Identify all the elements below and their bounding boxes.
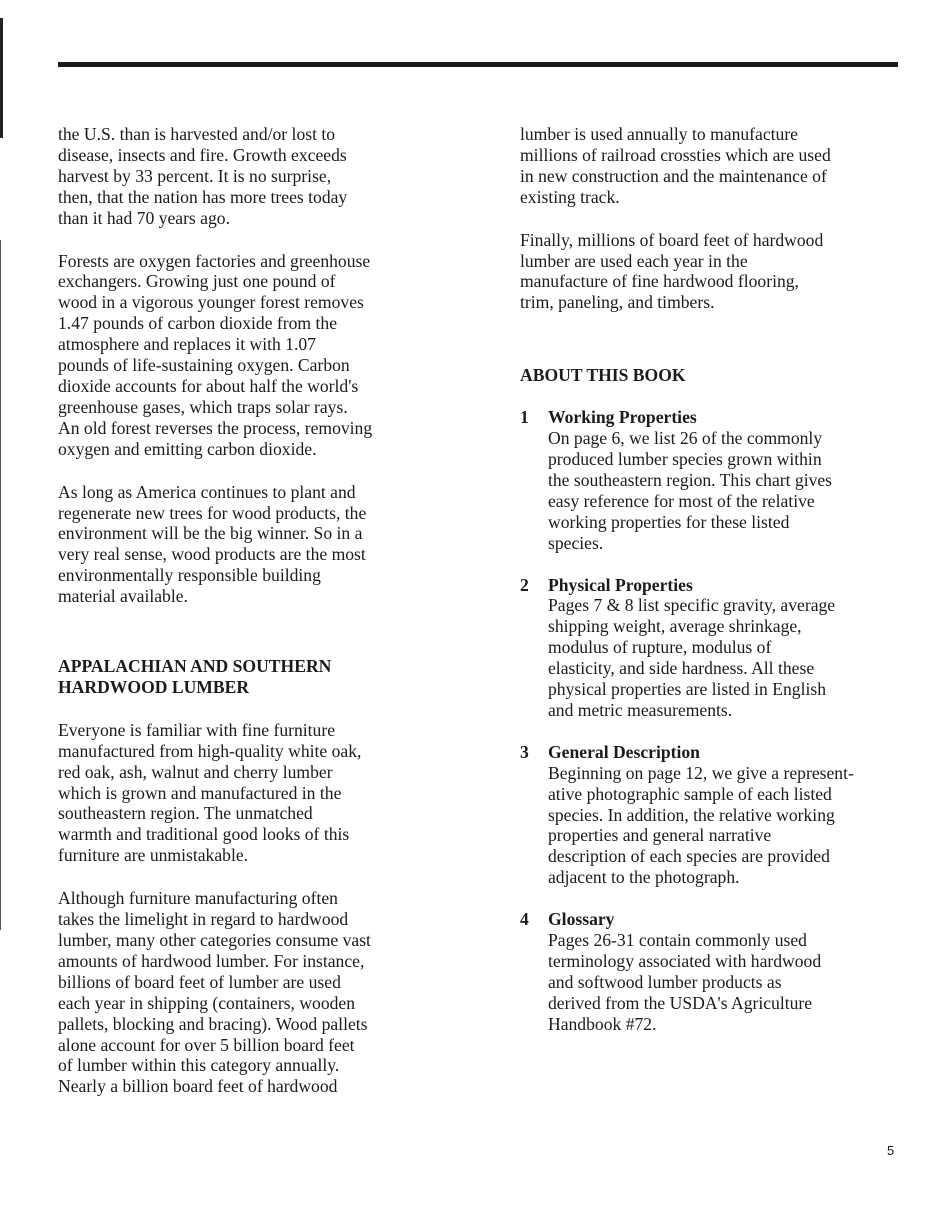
text-line: than it had 70 years ago. [58,207,230,228]
text-line: As long as America continues to plant and [58,481,356,502]
text-line: manufacture of fine hardwood flooring, [520,271,799,292]
text-line: alone account for over 5 billion board feet [58,1034,355,1055]
text-line: Although furniture manufacturing often [58,888,338,909]
section-heading-about-this-book: ABOUT THIS BOOK [520,365,686,386]
text-line: warmth and traditional good looks of this [58,824,350,845]
text-line: amounts of hardwood lumber. For instance, [58,950,365,971]
text-line: produced lumber species grown within [548,448,822,469]
list-item-working-properties [520,407,905,553]
text-line: easy reference for most of the relative [548,490,815,511]
text-line: description of each species are provided [548,846,830,867]
item-title: General Description [548,741,700,762]
item-body [548,575,905,721]
text-line: lumber, many other categories consume vast [58,930,371,950]
list-item-glossary [520,909,905,1034]
text-line: Handbook #72. [548,1013,657,1034]
text-line: which is grown and manufactured in the [58,782,342,803]
text-line: Finally, millions of board feet of hardwood [520,229,824,250]
item-number: 4 [520,909,529,930]
item-title: Physical Properties [548,574,693,595]
text-line: Beginning on page 12, we give a represent- [548,762,854,783]
text-line: Pages 7 & 8 list specific gravity, average [548,595,836,616]
text-line: 1.47 pounds of carbon dioxide from the [58,313,338,334]
paragraph-forest-growth [58,124,458,229]
item-number: 2 [520,574,529,595]
top-rule [58,62,898,67]
paragraph-other-categories [58,888,458,1097]
text-line: trim, paneling, and timbers. [520,292,715,313]
heading-line: APPALACHIAN AND SOUTHERN [58,656,332,677]
text-line: physical properties are listed in English [548,679,827,700]
text-line: elasticity, and side hardness. All these [548,658,815,679]
text-line: greenhouse gases, which traps solar rays. [58,396,348,417]
text-line: existing track. [520,186,620,207]
text-line: oxygen and emitting carbon dioxide. [58,438,317,459]
text-line: Forests are oxygen factories and greenhouse [58,250,371,271]
text-line: Everyone is familiar with fine furniture [58,719,336,740]
text-line: An old forest reverses the process, removing [58,417,373,438]
item-body [548,909,905,1034]
item-body [548,742,905,888]
text-line: pounds of life-sustaining oxygen. Carbon [58,355,350,376]
scan-edge-mark [0,18,3,138]
heading-line: HARDWOOD LUMBER [58,676,250,697]
right-column [520,124,905,1056]
page-number: 5 [887,1143,895,1158]
item-number: 1 [520,407,529,428]
item-title: Glossary [548,909,615,930]
text-line: exchangers. Growing just one pound of [58,271,336,292]
list-item-physical-properties [520,575,905,721]
text-line: Pages 26-31 contain commonly used [548,930,807,951]
paragraph-flooring [520,230,905,314]
text-line: environmentally responsible building [58,565,321,586]
text-line: disease, insects and fire. Growth exceeds [58,144,347,165]
text-line: species. [548,532,604,553]
text-line: ative photographic sample of each listed [548,783,832,804]
text-line: pallets, blocking and bracing). Wood pallets [58,1013,368,1034]
text-line: and metric measurements. [548,699,733,720]
text-line: the southeastern region. This chart gives [548,469,833,490]
text-line: millions of railroad crossties which are used [520,144,831,165]
text-line: lumber is used annually to manufacture [520,124,798,144]
text-line: adjacent to the photograph. [548,867,740,888]
text-line: shipping weight, average shrinkage, [548,616,802,637]
text-line: atmosphere and replaces it with 1.07 [58,334,316,355]
text-line: of lumber within this category annually. [58,1055,340,1076]
text-line: derived from the USDA's Agriculture [548,992,813,1013]
text-line: each year in shipping (containers, wooden [58,992,356,1013]
text-line: terminology associated with hardwood [548,951,822,971]
left-column [58,124,458,1119]
text-line: billions of board feet of lumber are used [58,971,341,992]
text-line: in new construction and the maintenance of [520,165,827,186]
text-line: On page 6, we list 26 of the commonly [548,428,823,449]
text-line: regenerate new trees for wood products, the [58,502,367,523]
text-line: properties and general narrative [548,825,772,846]
text-line: then, that the nation has more trees today [58,186,348,207]
text-line: furniture are unmistakable. [58,845,249,866]
text-line: harvest by 33 percent. It is no surprise, [58,165,332,186]
text-line: working properties for these listed [548,511,790,532]
text-line: Nearly a billion board feet of hardwood [58,1076,338,1097]
scan-edge-line [0,240,1,930]
text-line: very real sense, wood products are the most [58,544,366,565]
text-line: environment will be the big winner. So in a [58,523,363,544]
paragraph-oxygen-factories [58,251,458,460]
text-line: species. In addition, the relative working [548,804,835,825]
text-line: the U.S. than is harvested and/or lost to [58,124,336,144]
text-line: red oak, ash, walnut and cherry lumber [58,761,333,782]
text-line: wood in a vigorous younger forest removes [58,292,364,313]
text-line: modulus of rupture, modulus of [548,637,772,658]
section-heading-hardwood-lumber [58,656,458,698]
item-number: 3 [520,741,529,762]
item-body [548,407,905,553]
text-line: and softwood lumber products as [548,971,782,992]
list-item-general-description [520,742,905,888]
paragraph-railroad-crossties [520,124,905,208]
text-line: dioxide accounts for about half the world's [58,375,359,396]
text-line: manufactured from high-quality white oak, [58,740,362,761]
paragraph-furniture [58,720,458,866]
text-line: southeastern region. The unmatched [58,803,313,824]
text-line: lumber are used each year in the [520,250,748,271]
paragraph-america-plants [58,482,458,607]
text-line: takes the limelight in regard to hardwood [58,909,349,930]
text-line: material available. [58,586,188,607]
item-title: Working Properties [548,407,697,428]
